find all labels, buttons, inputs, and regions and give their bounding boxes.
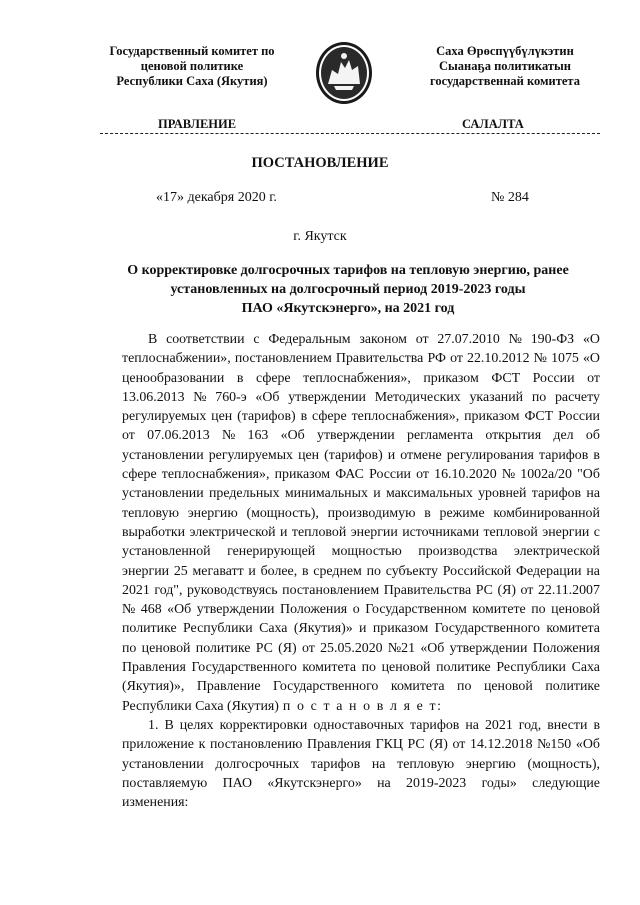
word: Правления [307, 737, 371, 753]
coat-of-arms-icon [314, 40, 374, 106]
word: (тарифов) [324, 447, 383, 463]
word: комитета [302, 660, 357, 676]
word: № [122, 602, 136, 618]
word: внести [547, 717, 588, 733]
word: «Об [280, 428, 305, 444]
committee-name-line: ценовой политике [140, 59, 244, 73]
document-city: г. Якутск [293, 229, 347, 244]
word: более, [260, 563, 298, 579]
word: в [301, 563, 309, 579]
paragraph-preamble [122, 330, 600, 697]
word: Российской [442, 563, 512, 579]
word: от [587, 370, 600, 386]
word: от [122, 428, 135, 444]
paragraph-line [122, 619, 600, 638]
word: руководствуясь [187, 582, 278, 598]
word: в [593, 717, 600, 733]
word: регламента [407, 428, 474, 444]
word: (Я) [278, 640, 297, 656]
word: целях [179, 717, 214, 733]
word: Государственного [434, 621, 540, 637]
word: и [248, 563, 256, 579]
word: на [371, 756, 386, 772]
word: 2021 [122, 582, 150, 598]
word: от [520, 582, 534, 598]
word: с [253, 332, 260, 347]
word: дел [553, 428, 574, 444]
word: от [301, 640, 315, 656]
paragraph-line [122, 639, 600, 658]
word: Государственном [365, 602, 467, 618]
word: тарифов [531, 486, 582, 502]
word: ценовой [381, 660, 431, 676]
word: 07.06.2013 [147, 428, 210, 444]
word: указаний [469, 389, 524, 405]
word: энергию [465, 756, 516, 772]
word: «Об [575, 737, 600, 753]
word: 2019-2023 [406, 775, 467, 791]
word: тепловую [122, 505, 179, 521]
word: от [416, 467, 429, 483]
word: от [450, 351, 463, 367]
word: отмене [400, 447, 442, 463]
word: энергии [122, 563, 170, 579]
word: Республики [496, 660, 566, 676]
word: приказом [274, 467, 331, 483]
word: утверждении [449, 640, 528, 656]
word: законом [359, 332, 407, 347]
word: установленной [122, 544, 211, 560]
word: утверждении [288, 389, 366, 405]
word: генерирующей [227, 544, 316, 560]
word: 163 [247, 428, 269, 444]
word: №21 [387, 640, 416, 656]
word: № [193, 389, 207, 405]
paragraph-line [122, 426, 600, 445]
word: ГКЦ [375, 737, 403, 753]
word: Правительства [335, 351, 424, 367]
word: регулируемых [122, 409, 207, 425]
word: № [533, 351, 547, 367]
word: РС [255, 640, 273, 656]
paragraph-line [122, 407, 600, 426]
word: ценообразовании [122, 370, 225, 386]
paragraph-line [122, 369, 600, 388]
word: (мощность), [527, 756, 600, 772]
word: ценовой [483, 679, 533, 695]
word: постановлением [282, 582, 380, 598]
word: ФСТ [491, 370, 521, 386]
paragraph-line [122, 562, 600, 581]
preamble-last-line: Республики Саха (Якутия) [122, 698, 279, 714]
word: теплоснабжения», [161, 467, 270, 483]
word: и [280, 524, 288, 540]
document-date: «17» декабря 2020 г. [156, 190, 277, 205]
word: № [508, 332, 522, 347]
word: в [300, 409, 308, 425]
committee-name-line: Сыанаҕа политикатын [439, 59, 571, 73]
word: постановлению [210, 737, 303, 753]
word: тепловую [397, 756, 455, 772]
word: одноставочных [313, 717, 405, 733]
word: «Якутскэнерго» [267, 775, 362, 791]
word: 1002а/20 [520, 467, 572, 483]
word: источниками [402, 524, 480, 540]
word: электрической [189, 524, 276, 540]
word: сфере [312, 409, 347, 425]
word: 13.06.2013 [122, 389, 185, 405]
word: на [586, 563, 600, 579]
word: 468 [140, 602, 162, 618]
paragraph-line [122, 446, 600, 465]
word: к [198, 737, 206, 753]
word: в [236, 370, 244, 386]
word: на [465, 717, 479, 733]
word: по [122, 640, 137, 656]
word: Правление [196, 679, 261, 695]
word: по [531, 602, 546, 618]
word: Республики [183, 621, 253, 637]
word: приказом [464, 409, 520, 425]
word: Государственного [273, 679, 379, 695]
word: установлении [122, 486, 204, 502]
committee-name-russian [72, 44, 312, 89]
paragraph-line [122, 755, 600, 774]
word: утверждении [317, 428, 395, 444]
word: В [148, 332, 158, 347]
board-label-russian: ПРАВЛЕНИЕ [158, 117, 237, 131]
word: № [221, 428, 236, 444]
word: политике [436, 660, 491, 676]
resolves-text: п о с т а н о в л я е т: [282, 698, 443, 714]
word: 14.12.2018 [470, 737, 533, 753]
word: ценовой [141, 640, 191, 656]
word: Правления [122, 660, 186, 676]
word: минимальных [284, 486, 368, 502]
word: в [593, 447, 600, 463]
word: (Я) [429, 737, 448, 753]
subject-line: установленных на долгосрочный период 2019-2023 годы [170, 282, 526, 297]
paragraph-line [122, 697, 600, 716]
word: об [585, 428, 600, 444]
paragraph-line [122, 793, 600, 812]
subject-line: О корректировке долгосрочных тарифов на тепловую энергию, ранее [127, 263, 569, 278]
word: сфере [255, 370, 291, 386]
word: комитете [472, 602, 526, 618]
word: № [501, 467, 516, 483]
word: и [359, 621, 367, 637]
word: тарифов [539, 447, 589, 463]
word: приказом [423, 370, 479, 386]
word: Положения [532, 640, 600, 656]
word: России [532, 370, 575, 386]
word: 16.10.2020 [434, 467, 497, 483]
word: ценовой [551, 602, 600, 618]
paragraph-line [122, 677, 600, 696]
word: комбинированной [493, 505, 600, 521]
word: 25.05.2020 [320, 640, 383, 656]
word: среднем [313, 563, 362, 579]
word: тепловой [483, 524, 538, 540]
word: по [457, 679, 472, 695]
word: год, [518, 717, 542, 733]
word: (тарифов) [237, 409, 296, 425]
word: теплоснабжения», [351, 409, 460, 425]
page-title: ПОСТАНОВЛЕНИЕ [251, 155, 389, 171]
word: сфере [122, 467, 157, 483]
word: по [366, 563, 381, 579]
word: постановлением [234, 351, 332, 367]
word: по [361, 660, 377, 676]
word: ФАС [335, 467, 364, 483]
word: уровней [478, 486, 527, 502]
word: «Об [167, 602, 192, 618]
word: (мощность), [246, 505, 319, 521]
committee-name-yakut [385, 44, 625, 89]
committee-name-line: Республики Саха (Якутия) [116, 74, 268, 88]
word: Правительства [383, 582, 472, 598]
word: В [164, 717, 174, 733]
word: 25 [173, 563, 188, 579]
document-subject [100, 261, 596, 318]
item-1-last-line: изменения: [122, 795, 189, 811]
word: установлении [122, 756, 204, 772]
word: №150 [537, 737, 572, 753]
word: теплоснабжения», [303, 370, 411, 386]
word: теплоснабжении», [122, 351, 231, 367]
word: (Я) [497, 582, 516, 598]
word: от [415, 332, 429, 347]
paragraph-line [122, 774, 600, 793]
word: цен [211, 409, 233, 425]
committee-name-line: Государственный комитет по [109, 44, 275, 58]
paragraph-line [122, 523, 600, 542]
word: год", [154, 582, 183, 598]
paragraph-item-1 [122, 716, 600, 793]
word: 190-ФЗ [530, 332, 575, 347]
word: «О [582, 332, 600, 347]
word: "Об [577, 467, 600, 483]
word: «Об [255, 389, 280, 405]
word: тарифов [410, 717, 460, 733]
word: энергию [187, 505, 238, 521]
committee-name-line: государственнай комитета [430, 74, 580, 88]
committee-name-line: Саха Өрөспүүбүлүкэтин [436, 44, 574, 58]
paragraph-line [122, 581, 600, 600]
word: от [452, 737, 466, 753]
word: 22.10.2012 [467, 351, 530, 367]
word: субъекту [385, 563, 438, 579]
word: производства [418, 544, 498, 560]
paragraph-line [122, 600, 600, 619]
word: комитета [546, 621, 600, 637]
word: и [373, 486, 381, 502]
word: «Об [420, 640, 445, 656]
paragraph-line [122, 504, 600, 523]
paragraph-line [122, 330, 600, 349]
word: Методических [374, 389, 461, 405]
word: о [352, 602, 360, 618]
word: РС [407, 737, 425, 753]
word: электрической [513, 544, 600, 560]
paragraph-line [122, 388, 600, 407]
word: на [586, 486, 600, 502]
word: Саха [571, 660, 600, 676]
word: тепловой [291, 524, 347, 540]
document-body [122, 330, 600, 812]
word: регулируемых [208, 447, 293, 463]
paragraph-line [122, 349, 600, 368]
word: с [593, 524, 600, 540]
word: приложение [122, 737, 194, 753]
word: приказом [372, 621, 429, 637]
word: политике [195, 640, 251, 656]
word: мегаватт [192, 563, 244, 579]
word: (Якутия)» [293, 621, 353, 637]
word: Федеральным [268, 332, 351, 347]
word: России [369, 467, 411, 483]
word: Саха [259, 621, 288, 637]
word: годы» [481, 775, 517, 791]
word: энергии [350, 524, 398, 540]
word: политике [545, 679, 600, 695]
word: на [377, 775, 391, 791]
word: соответствии [166, 332, 245, 347]
word: следующие [532, 775, 600, 791]
word: «О [582, 351, 600, 367]
word: 1075 [551, 351, 579, 367]
word: комитета [390, 679, 445, 695]
word: энергии [542, 524, 590, 540]
word: тарифов [310, 756, 361, 772]
word: и [387, 447, 396, 463]
word: установлении [122, 447, 204, 463]
board-label-yakut: САЛАЛТА [462, 117, 524, 131]
word: РФ [427, 351, 446, 367]
paragraph-line [122, 542, 600, 561]
word: (Якутия)», [122, 679, 185, 695]
word: по [531, 389, 547, 405]
word: корректировки [219, 717, 308, 733]
word: 22.11.2007 [537, 582, 600, 598]
word: 1. [148, 717, 159, 733]
word: в [424, 505, 431, 521]
word: мощностью [331, 544, 402, 560]
paragraph-line [122, 658, 600, 677]
word: России [558, 409, 600, 425]
word: РС [475, 582, 493, 598]
word: режиме [439, 505, 485, 521]
word: выработки [122, 524, 186, 540]
word: ПАО [222, 775, 253, 791]
word: цен [298, 447, 320, 463]
word: производимую [327, 505, 416, 521]
word: 760-э [215, 389, 247, 405]
paragraph-line [122, 735, 600, 754]
word: расчету [554, 389, 600, 405]
word: ФСТ [524, 409, 554, 425]
word: регулирования [446, 447, 534, 463]
paragraph-line [122, 716, 600, 735]
word: максимальных [385, 486, 473, 502]
word: открытия [485, 428, 542, 444]
subject-line: ПАО «Якутскэнерго», на 2021 год [241, 301, 455, 316]
word: долгосрочных [215, 756, 300, 772]
document-number: № 284 [491, 190, 529, 205]
word: Государственного [191, 660, 297, 676]
paragraph-line [122, 465, 600, 484]
word: 2021 [484, 717, 513, 733]
word: поставляемую [122, 775, 208, 791]
paragraph-line [122, 484, 600, 503]
word: утверждении [196, 602, 275, 618]
word: политике [122, 621, 177, 637]
word: 27.07.2010 [437, 332, 500, 347]
word: Федерации [515, 563, 582, 579]
word: Положения [280, 602, 348, 618]
word: предельных [208, 486, 280, 502]
header-divider [100, 133, 600, 134]
